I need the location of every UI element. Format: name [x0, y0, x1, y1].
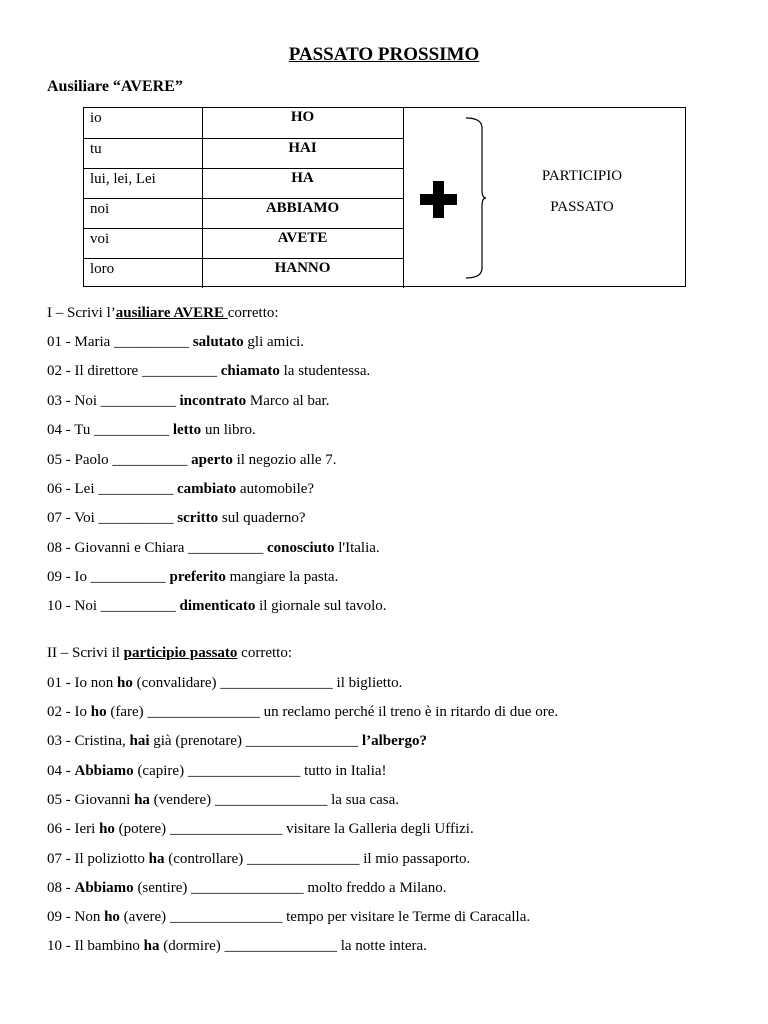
exercise1-item [47, 481, 314, 498]
item-participle: scritto [177, 510, 219, 526]
item-auxiliary: ho [99, 821, 115, 837]
item-participle: chiamato [220, 363, 280, 379]
item-auxiliary: ho [117, 675, 133, 691]
exercise1-item [47, 510, 306, 527]
item-text: 01 - Maria __________ [47, 334, 193, 350]
section2-keyword: participio passato [123, 645, 238, 661]
item-text: (controllare) _______________ il mio passaporto. [164, 851, 471, 867]
exercise2-item [47, 938, 427, 955]
item-text: (capire) _______________ tutto in Italia! [133, 763, 387, 779]
item-text: (fare) _______________ un reclamo perché il treno è in ritardo di due ore. [106, 704, 559, 720]
exercise1-item [47, 569, 338, 586]
item-participle: salutato [192, 334, 244, 350]
pronoun-cell: io [84, 108, 202, 138]
item-participle: cambiato [176, 481, 237, 497]
item-text: (avere) _______________ tempo per visitare le Terme di Caracalla. [119, 909, 531, 925]
item-text: 04 - Tu __________ [47, 422, 173, 438]
conjugation-table [84, 108, 404, 288]
verb-cell: HA [202, 168, 403, 198]
item-text: 02 - Io [47, 704, 91, 720]
item-text: 07 - Il poliziotto [47, 851, 149, 867]
exercise2-item [47, 675, 402, 692]
item-auxiliary: ho [90, 704, 107, 720]
item-auxiliary: ha [143, 938, 160, 954]
item-text: 06 - Ieri [47, 821, 100, 837]
section1-prefix: I – Scrivi l’ [47, 305, 116, 321]
item-participle: incontrato [179, 393, 247, 409]
exercise2-item [47, 851, 470, 868]
item-text: Marco al bar. [246, 393, 330, 409]
section2-suffix: corretto: [237, 645, 292, 661]
item-text: gli amici. [243, 334, 305, 350]
conjugation-row [84, 108, 403, 138]
exercise2-item [47, 880, 447, 897]
item-auxiliary: ha [148, 851, 165, 867]
item-text: 09 - Non [47, 909, 105, 925]
exercise2-item [47, 763, 387, 780]
exercise1-item [47, 452, 337, 469]
item-text: sul quaderno? [218, 510, 306, 526]
item-auxiliary: Abbiamo [74, 880, 134, 896]
exercise2-item [47, 792, 399, 809]
item-text: 07 - Voi __________ [47, 510, 178, 526]
item-auxiliary: ho [104, 909, 120, 925]
pronoun-cell: tu [84, 138, 202, 168]
item-text: 10 - Il bambino [47, 938, 144, 954]
item-participle: conosciuto [266, 540, 335, 556]
item-text: 03 - Cristina, [47, 733, 130, 749]
brace-icon [464, 114, 488, 282]
section1-keyword: ausiliare AVERE [115, 305, 228, 321]
item-text: 08 - Giovanni e Chiara __________ [47, 540, 267, 556]
item-text: 04 - [47, 763, 75, 779]
item-text: il negozio alle 7. [232, 452, 337, 468]
exercise1-item [47, 393, 329, 410]
item-text: un libro. [201, 422, 256, 438]
item-text: 05 - Giovanni [47, 792, 135, 808]
item-text: 10 - Noi __________ [47, 598, 180, 614]
item-participle: aperto [191, 452, 233, 468]
item-text: (convalidare) _______________ il biglietto. [132, 675, 403, 691]
item-text: 01 - Io non [47, 675, 117, 691]
section2-prefix: II – Scrivi il [47, 645, 124, 661]
item-text: (vendere) _______________ la sua casa. [149, 792, 400, 808]
item-text: già (prenotare) _______________ [149, 733, 362, 749]
item-text: 05 - Paolo __________ [47, 452, 192, 468]
exercise2-item [47, 909, 530, 926]
item-participle: dimenticato [179, 598, 256, 614]
pronoun-cell: voi [84, 228, 202, 258]
conjugation-row [84, 138, 403, 168]
verb-cell: HO [202, 108, 403, 138]
exercise2-item [47, 821, 474, 838]
conjugation-row [84, 258, 403, 288]
pronoun-cell: noi [84, 198, 202, 228]
item-auxiliary: hai [129, 733, 150, 749]
exercise2-item [47, 704, 558, 721]
item-text: 08 - [47, 880, 75, 896]
item-text: il giornale sul tavolo. [255, 598, 387, 614]
section1-heading [47, 305, 279, 322]
conjugation-row [84, 198, 403, 228]
exercise1-item [47, 363, 370, 380]
section1-suffix: corretto: [227, 305, 279, 321]
verb-cell: AVETE [202, 228, 403, 258]
item-text: la studentessa. [279, 363, 371, 379]
conjugation-box [83, 107, 686, 287]
item-text: 09 - Io __________ [47, 569, 170, 585]
item-emphasis: l’albergo? [361, 733, 427, 749]
verb-cell: ABBIAMO [202, 198, 403, 228]
verb-cell: HAI [202, 138, 403, 168]
page-title: PASSATO PROSSIMO [288, 44, 480, 65]
exercise1-item [47, 422, 256, 439]
item-text: automobile? [236, 481, 315, 497]
conjugation-row [84, 168, 403, 198]
exercise1-item [47, 598, 387, 615]
conjugation-row [84, 228, 403, 258]
item-text: (sentire) _______________ molto freddo a Milano. [133, 880, 447, 896]
item-auxiliary: ha [134, 792, 150, 808]
exercise2-item [47, 733, 427, 750]
pronoun-cell: lui, lei, Lei [84, 168, 202, 198]
item-text: mangiare la pasta. [225, 569, 339, 585]
section2-heading [47, 645, 292, 662]
item-text: 02 - Il direttore __________ [47, 363, 221, 379]
plus-icon [420, 181, 457, 218]
participle-label-line1: PARTICIPIO [541, 168, 623, 184]
item-text: (potere) _______________ visitare la Galleria degli Uffizi. [114, 821, 474, 837]
verb-cell: HANNO [202, 258, 403, 288]
participle-label-line2: PASSATO [550, 199, 614, 215]
exercise1-item [47, 334, 304, 351]
item-text: 06 - Lei __________ [47, 481, 177, 497]
item-auxiliary: Abbiamo [74, 763, 134, 779]
pronoun-cell: loro [84, 258, 202, 288]
item-text: (dormire) _______________ la notte intera. [159, 938, 427, 954]
item-text: l'Italia. [334, 540, 380, 556]
section-subtitle: Ausiliare “AVERE” [47, 78, 183, 95]
item-participle: letto [172, 422, 202, 438]
item-text: 03 - Noi __________ [47, 393, 180, 409]
exercise1-item [47, 540, 380, 557]
item-participle: preferito [169, 569, 226, 585]
